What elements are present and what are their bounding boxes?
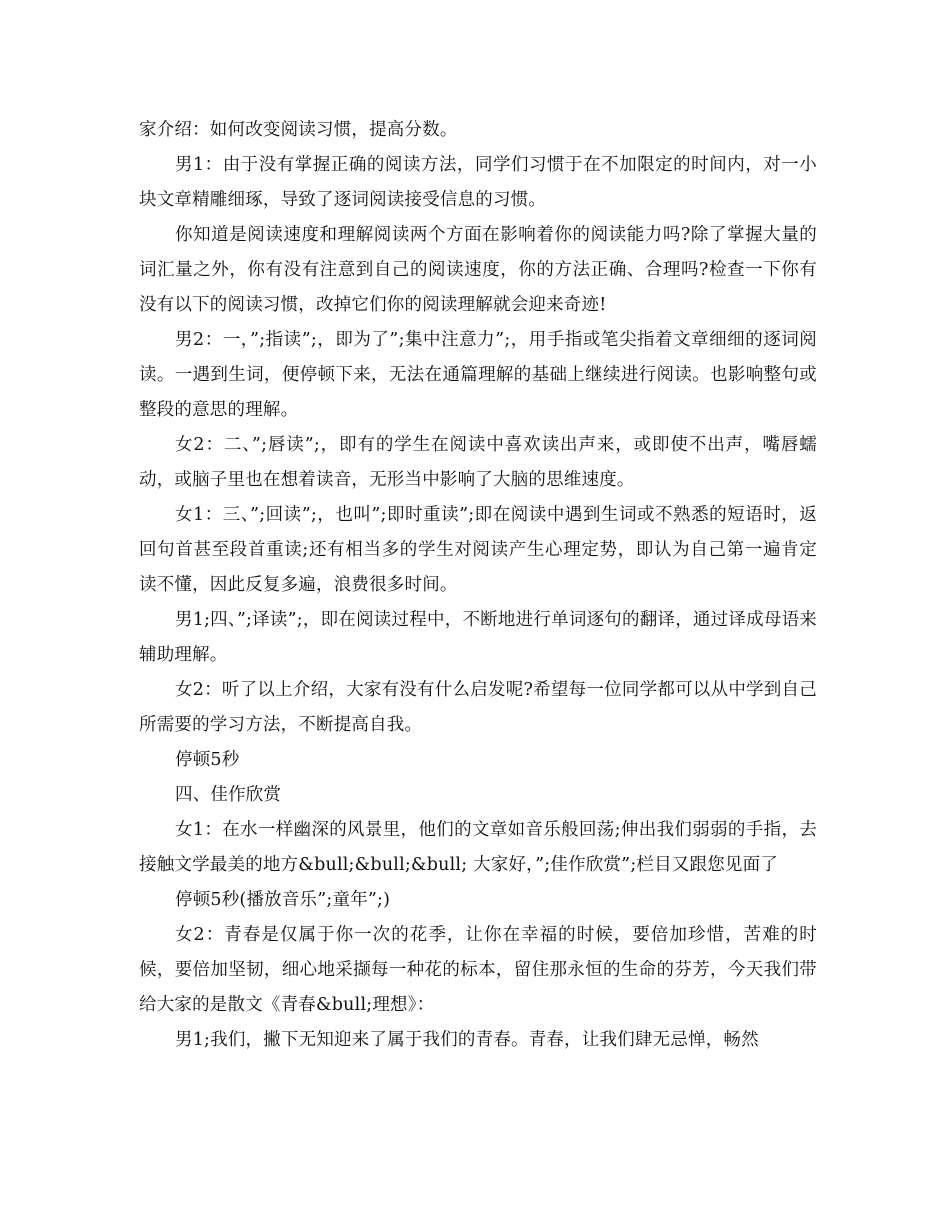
paragraph: 女1：三、”;回读”;，也叫”;即时重读”;即在阅读中遇到生词或不熟悉的短语时，返回句首甚至段首重读;还有相当多的学生对阅读产生心理定势，即认为自己第一遍肯定读不懂，因此反复多遍，浪费很多时间。 [139,505,817,595]
paragraph: 男2：一，”;指读”;，即为了”;集中注意力”;，用手指或笔尖指着文章细细的逐词阅读。一遇到生词，便停顿下来，无法在通篇理解的基础上继续进行阅读。也影响整句或整段的意思的理解。 [139,330,817,420]
section-heading: 四、佳作欣赏 [175,785,282,805]
document-body [139,113,817,1058]
paragraph: 你知道是阅读速度和理解阅读两个方面在影响着你的阅读能力吗?除了掌握大量的词汇量之外，你有没有注意到自己的阅读速度，你的方法正确、合理吗?检查一下你有没有以下的阅读习惯，改掉它们你的阅读理解就会迎来奇迹! [139,225,817,315]
paragraph: 男1;我们，撇下无知迎来了属于我们的青春。青春，让我们肆无忌惮，畅然 [175,1030,759,1050]
paragraph: 女1：在水一样幽深的风景里，他们的文章如音乐般回荡;伸出我们弱弱的手指，去接触文学最美的地方&bull;&bull;&bull; 大家好，”;佳作欣赏”;栏目又跟您见面了 [139,820,817,875]
paragraph: 女2：二、”;唇读”;，即有的学生在阅读中喜欢读出声来，或即使不出声，嘴唇蠕动，或脑子里也在想着读音，无形当中影响了大脑的思维速度。 [139,435,817,490]
paragraph: 男1;四、”;译读”;，即在阅读过程中，不断地进行单词逐句的翻译，通过译成母语来辅助理解。 [139,610,817,665]
paragraph: 停顿5秒(播放音乐”;童年”;) [175,890,391,910]
paragraph: 女2：青春是仅属于你一次的花季，让你在幸福的时候，要倍加珍惜，苦难的时候，要倍加坚韧，细心地采撷每一种花的标本，留住那永恒的生命的芬芳，今天我们带给大家的是散文《青春&bull;理想》： [139,925,817,1015]
paragraph: 停顿5秒 [175,750,240,770]
paragraph: 男1：由于没有掌握正确的阅读方法，同学们习惯于在不加限定的时间内，对一小块文章精雕细琢，导致了逐词阅读接受信息的习惯。 [139,155,817,210]
paragraph: 家介绍：如何改变阅读习惯，提高分数。 [139,120,458,140]
paragraph: 女2：听了以上介绍，大家有没有什么启发呢?希望每一位同学都可以从中学到自己所需要的学习方法，不断提高自我。 [139,680,817,735]
